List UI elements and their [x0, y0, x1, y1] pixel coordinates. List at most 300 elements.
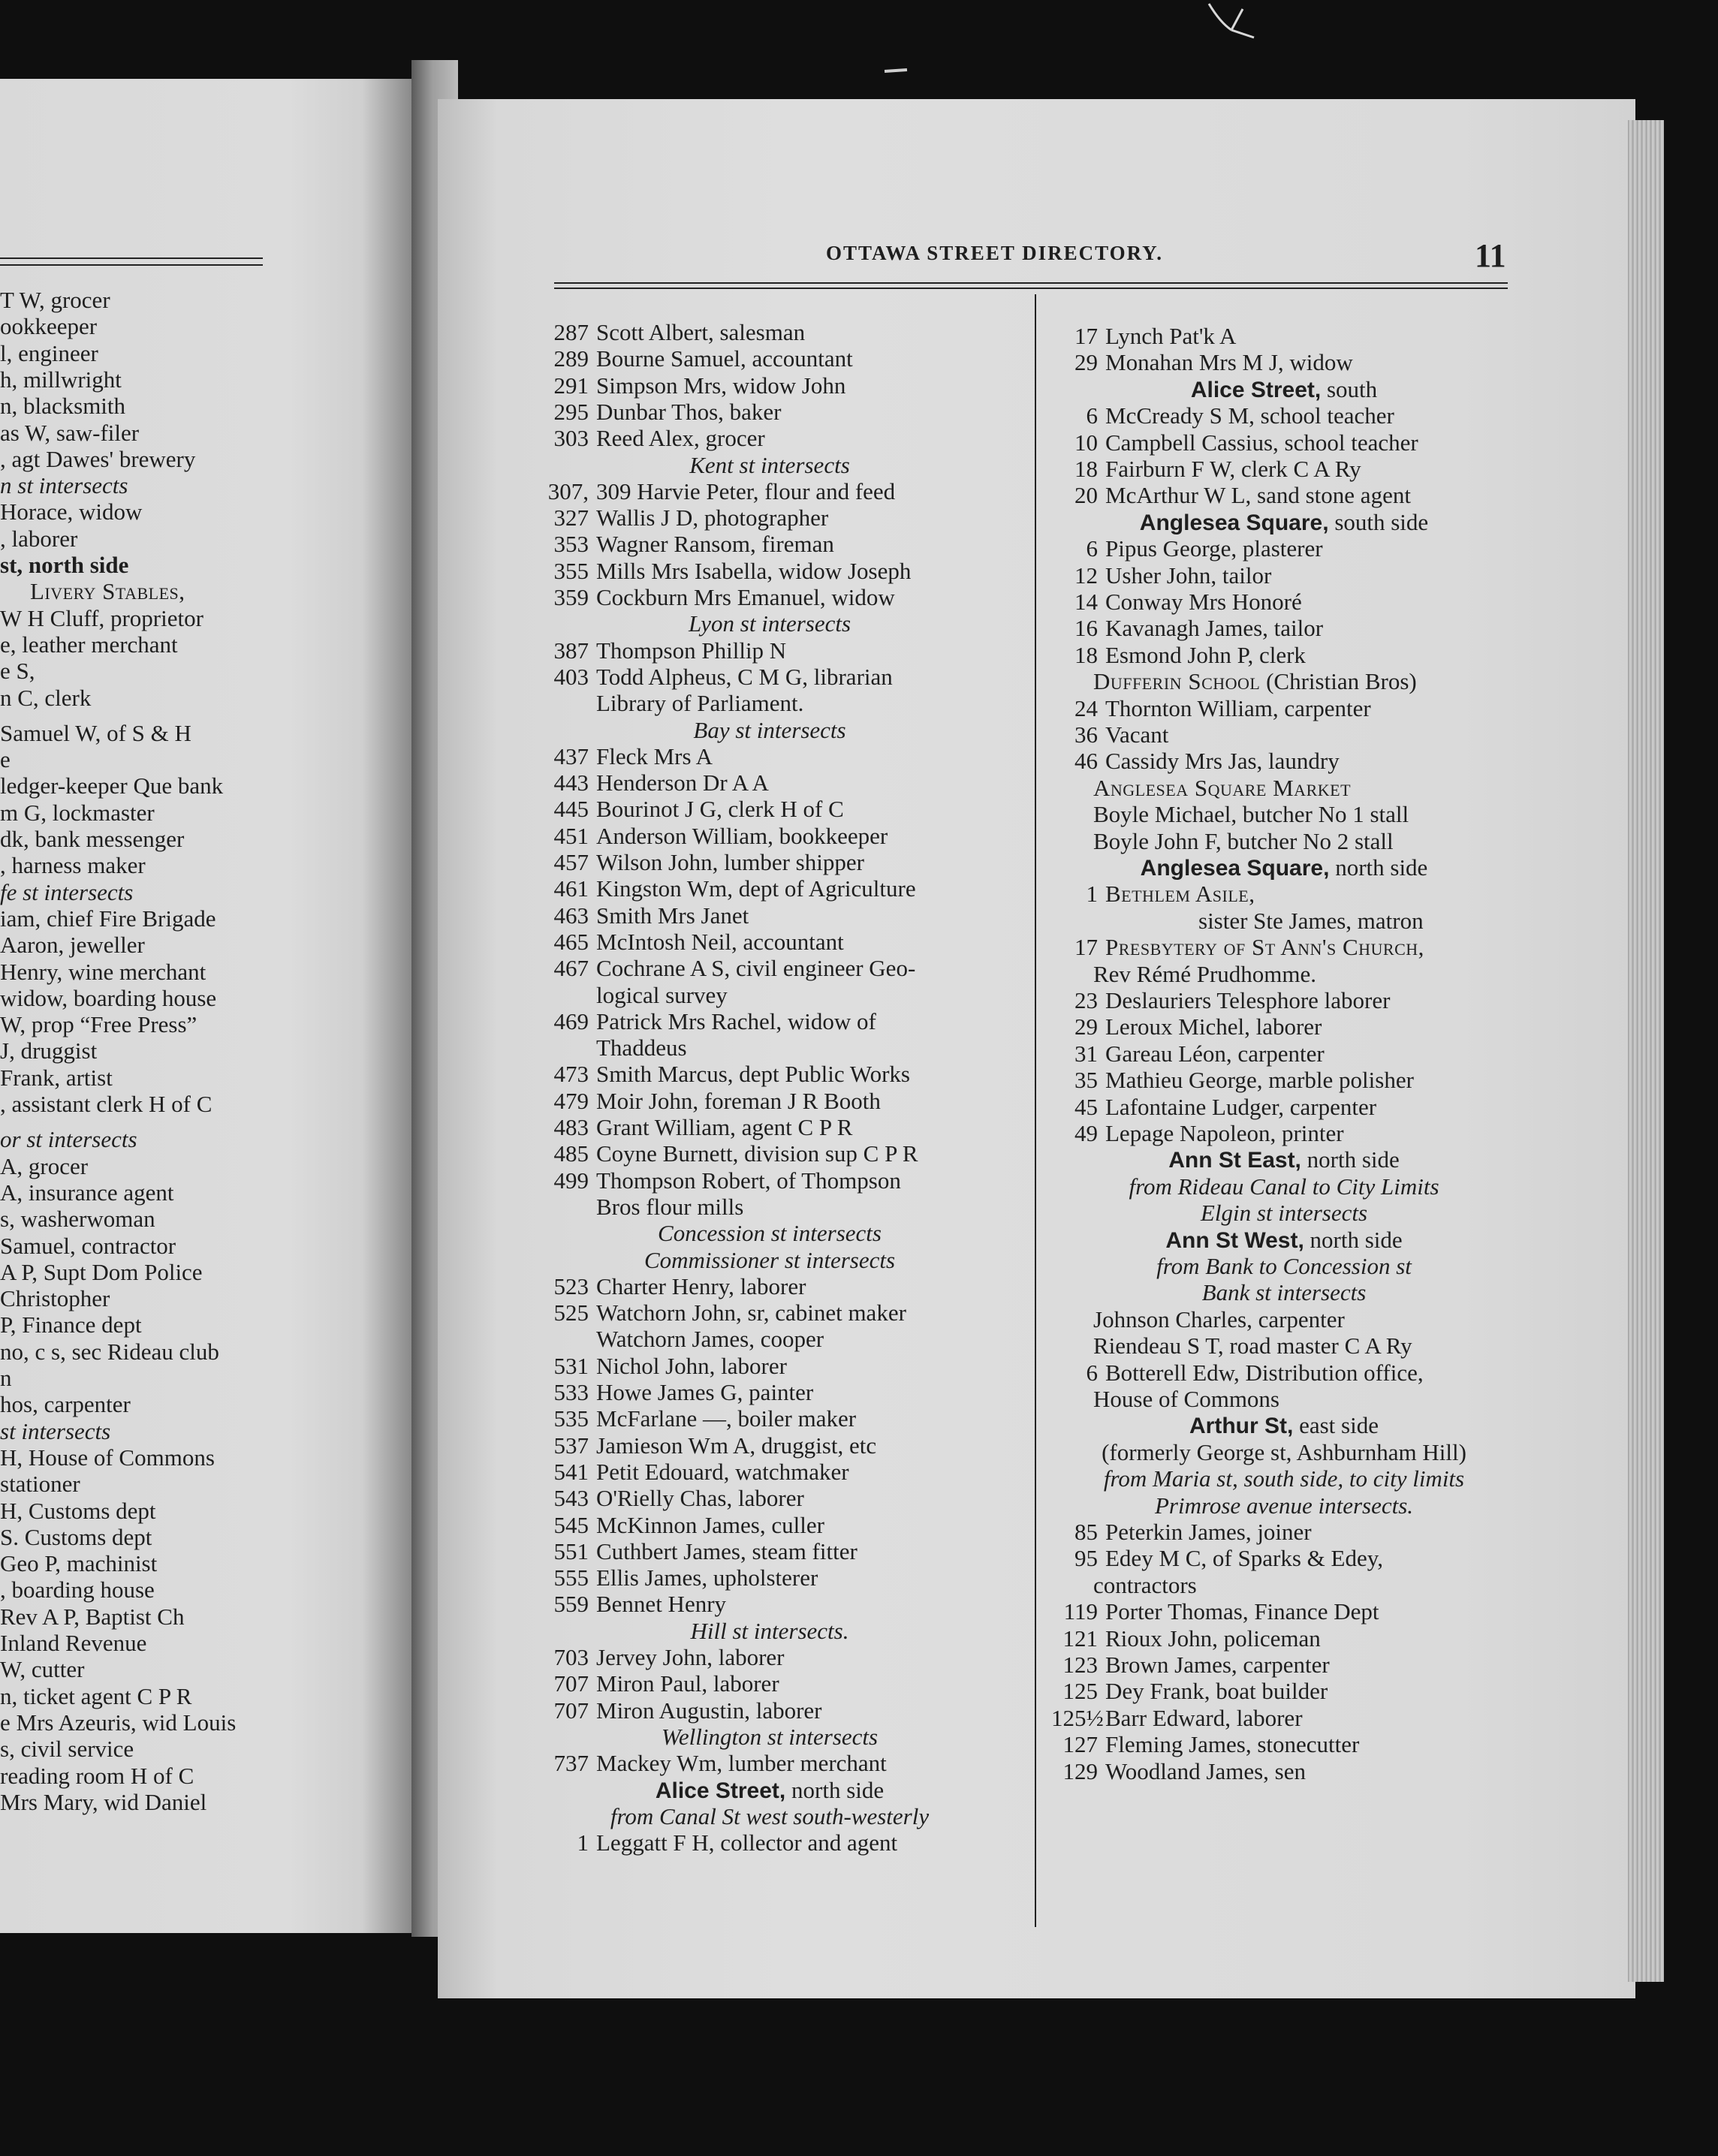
page-number: 11	[1475, 237, 1506, 274]
resident-entry: Kingston Wm, dept of Agriculture	[596, 875, 916, 902]
directory-line	[526, 1619, 1014, 1644]
left-page-text: stationer	[0, 1471, 80, 1498]
left-page-line	[0, 1551, 157, 1576]
directory-line	[1051, 881, 1255, 907]
running-head: OTTAWA STREET DIRECTORY.	[826, 242, 1163, 264]
left-page-line	[0, 1577, 155, 1603]
left-page-line	[0, 1127, 137, 1152]
left-page-line	[0, 1180, 174, 1206]
entry-continuation: Boyle Michael, butcher No 1 stall	[1093, 801, 1409, 828]
left-page-text: W H Cluff, proprietor	[0, 604, 203, 631]
resident-entry: Pipus George, plasterer	[1105, 535, 1323, 562]
directory-line	[1093, 802, 1409, 827]
entry-continuation: Riendeau S T, road master C A Ry	[1093, 1332, 1412, 1360]
resident-entry: Jervey John, laborer	[596, 1644, 785, 1670]
left-page-line	[0, 367, 122, 393]
directory-line	[596, 1194, 743, 1220]
street-number: 523	[553, 1272, 589, 1299]
left-page-text: Frank, artist	[0, 1064, 113, 1091]
directory-line	[1051, 1493, 1517, 1519]
directory-line	[1093, 1333, 1412, 1359]
left-page-text: as W, saw-filer	[0, 419, 140, 446]
left-page-line	[0, 393, 125, 419]
left-page-line	[0, 1604, 184, 1630]
resident-entry: Wagner Ransom, fireman	[596, 531, 834, 558]
directory-line	[1093, 1387, 1279, 1412]
directory-line	[526, 1248, 1014, 1273]
street-number: 531	[553, 1352, 589, 1379]
resident-entry: Lepage Napoleon, printer	[1105, 1120, 1344, 1146]
street-number: 445	[553, 796, 589, 823]
directory-line	[1051, 1360, 1424, 1386]
left-page-text: s, civil service	[0, 1736, 134, 1763]
directory-line	[526, 638, 786, 664]
entry-continuation: Watchorn James, cooper	[596, 1326, 824, 1353]
directory-line	[1051, 1652, 1330, 1678]
directory-line	[1051, 1200, 1517, 1226]
directory-line	[526, 1830, 897, 1856]
entry-continuation: Johnson Charles, carpenter	[1093, 1305, 1345, 1332]
directory-line	[1051, 616, 1323, 641]
street-number: 1	[577, 1829, 589, 1856]
street-number: 403	[553, 663, 589, 690]
street-number: 31	[1075, 1040, 1098, 1067]
street-number: 541	[553, 1458, 589, 1485]
left-page-line	[0, 932, 145, 958]
street-number: 437	[553, 742, 589, 769]
directory-line	[1051, 1759, 1306, 1784]
street-number: 465	[553, 928, 589, 955]
resident-entry: Kavanagh James, tailor	[1105, 615, 1324, 642]
street-number: 127	[1062, 1731, 1098, 1758]
street-number: 551	[553, 1537, 589, 1564]
directory-line	[1051, 1095, 1376, 1120]
directory-line	[1051, 1041, 1325, 1067]
directory-line	[1051, 377, 1517, 403]
resident-entry: Watchorn John, sr, cabinet maker	[596, 1299, 906, 1326]
directory-line	[526, 320, 805, 345]
directory-line	[526, 1009, 876, 1034]
directory-line	[526, 1089, 881, 1114]
left-page-line	[0, 1525, 152, 1550]
street-number: 23	[1075, 987, 1098, 1013]
directory-line	[596, 983, 728, 1008]
left-page-text: l, engineer	[0, 339, 98, 366]
street-number: 287	[553, 319, 589, 345]
resident-entry: Grant William, agent C P R	[596, 1114, 853, 1140]
resident-entry: Charter Henry, laborer	[596, 1272, 806, 1299]
resident-entry: McIntosh Neil, accountant	[596, 928, 844, 955]
intersection-note: Kent st intersects	[689, 451, 850, 478]
street-number: 45	[1075, 1093, 1098, 1120]
left-page-line	[0, 1339, 219, 1365]
street-number: 125½	[1051, 1704, 1104, 1731]
directory-line	[526, 399, 782, 425]
directory-line	[526, 956, 915, 981]
left-page-line	[0, 1631, 146, 1656]
directory-line	[526, 718, 1014, 743]
resident-entry: Miron Paul, laborer	[596, 1670, 779, 1697]
left-page-text: W, prop “Free Press”	[0, 1011, 197, 1038]
resident-entry: 309 Harvie Peter, flour and feed	[596, 477, 896, 504]
left-page-line	[0, 1790, 206, 1815]
left-page-text: , agt Dawes' brewery	[0, 445, 196, 472]
left-page	[0, 79, 411, 1933]
street-number: 1	[1086, 881, 1098, 908]
resident-entry: Thompson Phillip N	[596, 637, 787, 664]
resident-entry: Wilson John, lumber shipper	[596, 849, 864, 875]
directory-line	[526, 505, 828, 531]
directory-line	[526, 479, 895, 504]
resident-entry: Bennet Henry	[596, 1591, 727, 1618]
street-number: 707	[553, 1670, 589, 1697]
directory-line	[596, 691, 803, 716]
directory-line	[526, 1804, 1014, 1829]
intersection-note: Hill st intersects.	[690, 1617, 849, 1644]
directory-line	[526, 1459, 849, 1485]
directory-line	[1051, 563, 1271, 589]
street-number: 295	[553, 398, 589, 425]
directory-line	[596, 1326, 824, 1352]
directory-line	[1051, 430, 1418, 456]
street-number: 303	[553, 425, 589, 452]
directory-line	[1051, 748, 1340, 774]
directory-line	[526, 346, 853, 372]
street-number: 20	[1075, 482, 1098, 509]
left-page-line	[0, 685, 91, 711]
directory-line	[1051, 403, 1394, 429]
left-page-text: n, ticket agent C P R	[0, 1682, 192, 1709]
entry-continuation: Bros flour mills	[596, 1193, 744, 1220]
directory-line	[526, 1406, 856, 1432]
directory-line	[526, 929, 844, 955]
street-side: east side	[1293, 1412, 1379, 1439]
institution-name: Anglesea Square Market	[1093, 774, 1352, 801]
resident-entry: McFarlane —, boiler maker	[596, 1405, 857, 1432]
left-page-text: e, leather merchant	[0, 631, 178, 658]
directory-line	[1093, 829, 1394, 854]
street-number: 17	[1075, 323, 1098, 349]
left-page-line	[0, 606, 203, 631]
resident-entry: Wallis J D, photographer	[596, 504, 829, 531]
resident-entry: Campbell Cassius, school teacher	[1105, 429, 1418, 456]
resident-entry: Simpson Mrs, widow John	[596, 372, 846, 399]
directory-line	[596, 1035, 687, 1061]
left-header-rule	[0, 257, 263, 259]
street-number: 29	[1075, 349, 1098, 376]
directory-line	[526, 1115, 852, 1140]
street-side: north side	[1329, 854, 1428, 881]
directory-line	[526, 796, 844, 822]
directory-line	[1093, 775, 1351, 801]
directory-line	[1051, 1014, 1322, 1040]
street-number: 85	[1075, 1519, 1098, 1545]
left-page-text: P, Finance dept	[0, 1311, 142, 1338]
resident-entry: Thornton William, carpenter	[1105, 694, 1371, 721]
entry-continuation: Boyle John F, butcher No 2 stall	[1093, 827, 1394, 854]
directory-line	[1093, 962, 1316, 987]
resident-entry: Anderson William, bookkeeper	[596, 822, 888, 849]
left-page-text: n, blacksmith	[0, 393, 126, 420]
intersection-note: from Maria st, south side, to city limits	[1103, 1465, 1465, 1492]
street-number: 14	[1075, 589, 1098, 615]
left-page-text: T W, grocer	[0, 287, 110, 313]
left-page-text: reading room H of C	[0, 1762, 194, 1789]
street-side: south	[1321, 375, 1378, 402]
intersection-note: Concession st intersects	[658, 1220, 882, 1247]
resident-entry: Mathieu George, marble polisher	[1105, 1067, 1414, 1094]
left-page-line	[0, 314, 97, 339]
directory-line	[1051, 1227, 1517, 1254]
street-number: 289	[553, 345, 589, 372]
resident-entry: Cockburn Mrs Emanuel, widow	[596, 584, 895, 610]
directory-line	[526, 531, 834, 557]
directory-line	[526, 1724, 1014, 1750]
resident-entry: Edey M C, of Sparks & Edey,	[1105, 1545, 1383, 1572]
left-page-line	[0, 1312, 142, 1338]
directory-line	[1051, 1254, 1517, 1279]
resident-entry: Nichol John, laborer	[596, 1352, 787, 1379]
resident-entry: Peterkin James, joiner	[1105, 1519, 1312, 1545]
resident-entry: McKinnon James, culler	[596, 1511, 824, 1538]
street-number: 6	[1086, 1359, 1098, 1386]
left-page-text: or st intersects	[0, 1126, 137, 1153]
left-page-text: , boarding house	[0, 1576, 155, 1603]
directory-line	[1051, 1732, 1359, 1757]
directory-line	[526, 1061, 910, 1087]
resident-entry: Petit Edouard, watchmaker	[596, 1458, 849, 1485]
resident-entry: Esmond John P, clerk	[1105, 641, 1306, 668]
left-page-text: h, millwright	[0, 366, 122, 393]
street-number: 479	[553, 1087, 589, 1114]
directory-line	[526, 611, 1014, 637]
directory-line	[1051, 1626, 1321, 1652]
left-page-text: n C, clerk	[0, 684, 92, 711]
intersection-note: Elgin st intersects	[1200, 1200, 1368, 1227]
left-page-line	[0, 827, 184, 852]
left-page-line	[0, 721, 191, 746]
left-page-line	[0, 1471, 80, 1497]
street-number: 36	[1075, 721, 1098, 748]
street-number: 535	[553, 1405, 589, 1432]
directory-line	[526, 876, 916, 902]
resident-entry: Cuthbert James, steam fitter	[596, 1537, 857, 1564]
institution-note: (Christian Bros)	[1260, 668, 1417, 695]
street-number: 703	[553, 1644, 589, 1670]
left-page-text: e Mrs Azeuris, wid Louis	[0, 1709, 237, 1736]
directory-line	[1093, 1573, 1197, 1598]
street-number: 29	[1075, 1013, 1098, 1040]
left-page-text: , harness maker	[0, 852, 146, 879]
street-number: 467	[553, 955, 589, 982]
resident-entry: Lynch Pat'k A	[1105, 323, 1237, 349]
left-page-line	[0, 1763, 194, 1789]
street-number: 353	[553, 531, 589, 558]
resident-entry: Thompson Robert, of Thompson	[596, 1167, 901, 1194]
left-page-text: J, druggist	[0, 1037, 98, 1064]
directory-line	[526, 1141, 918, 1167]
resident-entry: (formerly George st, Ashburnham Hill)	[1102, 1438, 1466, 1465]
left-page-line	[30, 579, 185, 604]
directory-line	[1051, 350, 1353, 375]
directory-line	[1051, 1280, 1517, 1305]
entry-continuation: Rev Rémé Prudhomme.	[1093, 960, 1317, 987]
page-edges	[1628, 120, 1664, 1982]
street-heading: Alice Street,	[1190, 377, 1322, 402]
left-page-line	[0, 773, 223, 799]
left-page-line	[0, 420, 139, 446]
street-number: 499	[553, 1167, 589, 1194]
resident-entry: Reed Alex, grocer	[596, 425, 765, 452]
street-number: 10	[1075, 429, 1098, 456]
directory-line	[1051, 722, 1168, 748]
left-page-text: dk, bank messenger	[0, 826, 185, 852]
left-page-line	[0, 526, 77, 552]
left-page-line	[0, 1657, 84, 1682]
street-number: 387	[553, 637, 589, 664]
resident-entry: Smith Mrs Janet	[596, 902, 749, 929]
directory-line	[526, 426, 765, 451]
left-page-line	[0, 1445, 215, 1471]
left-page-text: hos, carpenter	[0, 1391, 131, 1418]
scan-mark	[885, 68, 907, 73]
directory-line	[1051, 1413, 1517, 1439]
resident-entry: Gareau Léon, carpenter	[1105, 1040, 1325, 1067]
street-number: 307,	[547, 477, 589, 504]
column-divider	[1035, 294, 1036, 1927]
intersection-note: Wellington st intersects	[661, 1723, 879, 1750]
directory-line	[526, 1380, 813, 1405]
left-page-text: H, Customs dept	[0, 1497, 156, 1524]
directory-line	[526, 1539, 857, 1564]
resident-entry: McArthur W L, sand stone agent	[1105, 482, 1411, 509]
street-number: 737	[553, 1750, 589, 1777]
entry-continuation: logical survey	[596, 981, 728, 1008]
street-number: 6	[1086, 535, 1098, 562]
left-page-text: S. Customs dept	[0, 1523, 152, 1550]
resident-entry: Bourne Samuel, accountant	[596, 345, 853, 372]
street-number: 16	[1075, 615, 1098, 642]
directory-line	[1051, 456, 1361, 482]
directory-line	[1051, 1174, 1517, 1200]
directory-line	[1051, 1147, 1517, 1173]
left-page-line	[0, 447, 195, 472]
intersection-note: Bank st intersects	[1201, 1279, 1367, 1306]
institution-name: Bethlem Asile,	[1105, 881, 1255, 908]
intersection-note: Primrose avenue intersects.	[1154, 1492, 1414, 1519]
left-page-text: e	[0, 746, 11, 773]
left-page-line	[0, 1233, 176, 1259]
street-number: 451	[553, 822, 589, 849]
street-heading: Arthur St,	[1189, 1414, 1294, 1439]
entry-continuation: House of Commons	[1093, 1386, 1279, 1412]
intersection-note: from Canal St west south-westerly	[610, 1802, 930, 1829]
street-number: 24	[1075, 694, 1098, 721]
street-number: 543	[553, 1485, 589, 1512]
intersection-note: from Bank to Concession st	[1156, 1253, 1412, 1279]
street-number: 18	[1075, 456, 1098, 482]
directory-line	[526, 770, 769, 796]
directory-line	[526, 373, 845, 399]
institution-name: Presbytery of St Ann's Church,	[1105, 934, 1424, 961]
left-page-text: fe st intersects	[0, 878, 134, 905]
directory-line	[526, 1698, 822, 1724]
left-page-line	[0, 632, 178, 658]
left-page-line	[0, 880, 133, 905]
directory-line	[526, 1221, 1014, 1246]
directory-line	[526, 744, 713, 769]
street-number: 18	[1075, 641, 1098, 668]
directory-line	[526, 1671, 779, 1697]
left-page-line	[0, 1392, 131, 1417]
resident-entry: Porter Thomas, Finance Dept	[1105, 1598, 1379, 1625]
street-number: 49	[1075, 1120, 1098, 1146]
street-side: north side	[785, 1776, 885, 1803]
left-page-text: Horace, widow	[0, 498, 143, 525]
resident-entry: Barr Edward, laborer	[1105, 1704, 1303, 1731]
directory-line	[526, 1486, 804, 1511]
left-page-line	[0, 499, 142, 525]
left-page-line	[0, 1154, 88, 1179]
intersection-note: from Rideau Canal to City Limits	[1129, 1173, 1439, 1200]
intersection-note: Bay st intersects	[693, 716, 846, 743]
resident-entry: Cochrane A S, civil engineer Geo-	[596, 955, 916, 982]
resident-entry: Woodland James, sen	[1105, 1757, 1306, 1784]
left-page-text: no, c s, sec Rideau club	[0, 1338, 219, 1365]
resident-entry: Patrick Mrs Rachel, widow of	[596, 1007, 876, 1034]
resident-entry: Botterell Edw, Distribution office,	[1105, 1359, 1424, 1386]
street-number: 291	[553, 372, 589, 399]
street-heading: Alice Street,	[655, 1778, 786, 1803]
street-number: 129	[1062, 1757, 1098, 1784]
left-page-text: ookkeeper	[0, 313, 98, 340]
street-number: 525	[553, 1299, 589, 1326]
resident-entry: Deslauriers Telesphore laborer	[1105, 987, 1391, 1013]
directory-line	[526, 585, 895, 610]
street-side: north side	[1304, 1226, 1403, 1253]
street-number: 473	[553, 1061, 589, 1088]
resident-entry: Fairburn F W, clerk C A Ry	[1105, 456, 1361, 482]
left-page-line	[0, 986, 216, 1011]
directory-line	[1093, 669, 1417, 694]
directory-line	[526, 1778, 1014, 1804]
street-number: 359	[553, 584, 589, 610]
directory-line	[526, 559, 911, 584]
left-page-line	[0, 1206, 155, 1232]
directory-line	[1051, 1466, 1517, 1492]
resident-entry: Fleming James, stonecutter	[1105, 1731, 1360, 1758]
left-page-text: A, insurance agent	[0, 1179, 174, 1206]
left-header-rule-2	[0, 264, 263, 266]
street-number: 559	[553, 1591, 589, 1618]
directory-line	[1051, 1546, 1383, 1571]
scan-artifact	[1201, 0, 1261, 45]
left-page-line	[0, 747, 11, 772]
street-number: 443	[553, 769, 589, 796]
left-page-text: Inland Revenue	[0, 1630, 147, 1656]
street-number: 95	[1075, 1545, 1098, 1572]
directory-line	[1051, 1519, 1312, 1545]
directory-line	[1051, 483, 1411, 508]
resident-entry: Vacant	[1105, 721, 1169, 748]
directory-line	[1051, 1599, 1379, 1625]
directory-line	[526, 1433, 876, 1459]
left-page-line	[0, 800, 155, 826]
resident-entry: Howe James G, painter	[596, 1379, 814, 1405]
directory-line	[526, 1751, 887, 1776]
street-number: 46	[1075, 748, 1098, 775]
left-page-text: m G, lockmaster	[0, 799, 155, 826]
